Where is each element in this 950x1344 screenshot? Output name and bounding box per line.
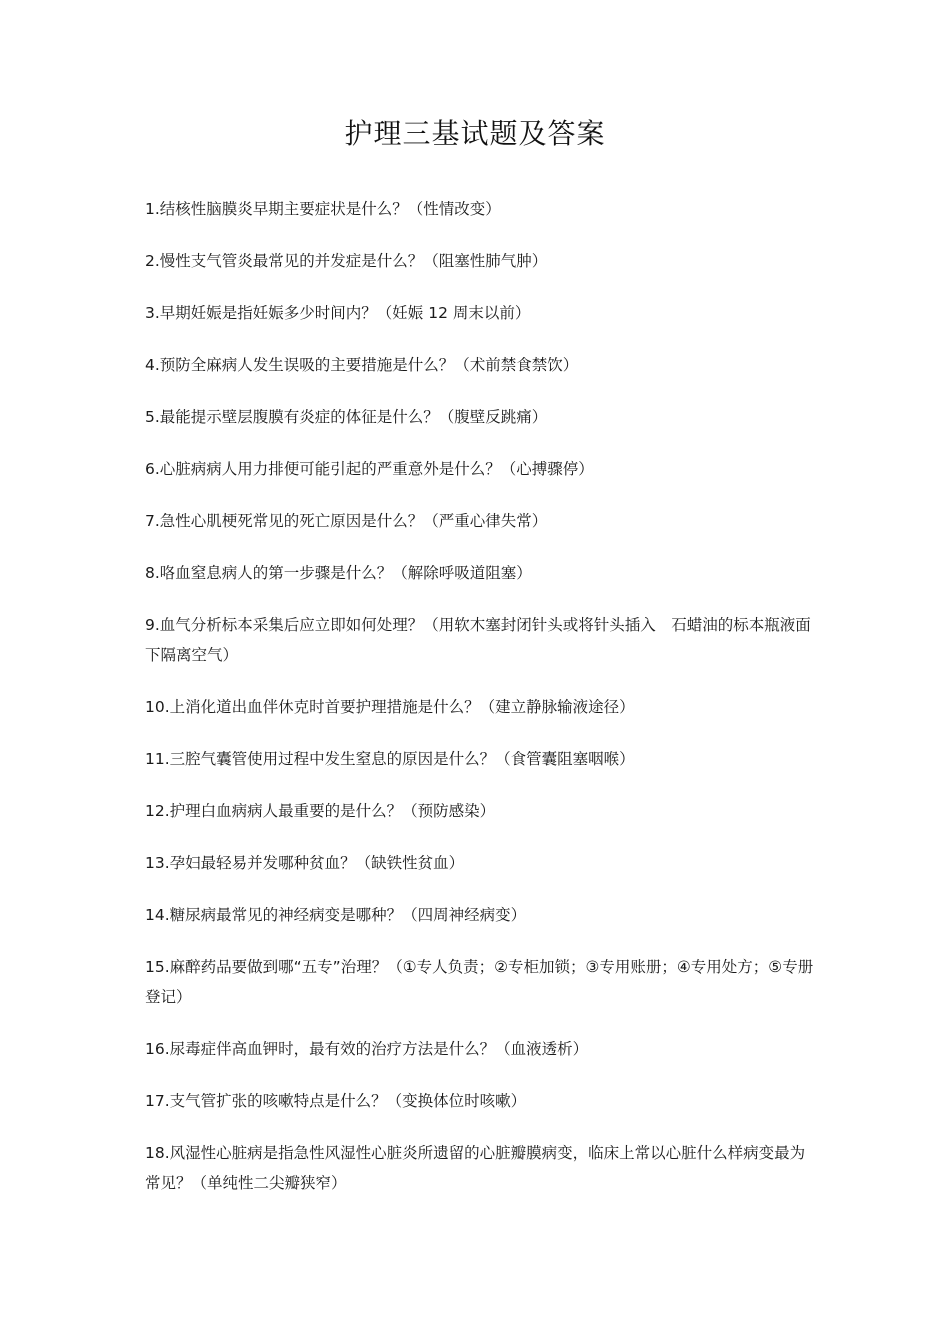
question-item-7: 7.急性心肌梗死常见的死亡原因是什么？（严重心律失常）: [145, 512, 548, 530]
question-item-12: 12.护理白血病病人最重要的是什么？（预防感染）: [145, 802, 496, 820]
question-item-18: 18.风湿性心脏病是指急性风湿性心脏炎所遗留的心脏瓣膜病变，临床上常以心脏什么样病变最为常见？（单纯性二尖瓣狭窄）: [145, 1144, 806, 1192]
question-list: [145, 194, 815, 1220]
question-item-1: 1.结核性脑膜炎早期主要症状是什么？（性情改变）: [145, 200, 501, 218]
question-item-3: 3.早期妊娠是指妊娠多少时间内？（妊娠 12 周末以前）: [145, 304, 531, 322]
question-item-9: 9.血气分析标本采集后应立即如何处理？（用软木塞封闭针头或将针头插入 石蜡油的标本瓶液面下隔离空气）: [145, 616, 811, 664]
question-item-6: 6.心脏病病人用力排便可能引起的严重意外是什么？（心搏骤停）: [145, 460, 594, 478]
question-item-15: 15.麻醉药品要做到哪“五专”治理？（①专人负责；②专柜加锁；③专用账册；④专用处方；⑤专册登记）: [145, 958, 814, 1006]
question-item-2: 2.慢性支气管炎最常见的并发症是什么？（阻塞性肺气肿）: [145, 252, 548, 270]
page-title: 护理三基试题及答案: [344, 117, 606, 150]
question-item-11: 11.三腔气囊管使用过程中发生窒息的原因是什么？（食管囊阻塞咽喉）: [145, 750, 635, 768]
question-item-17: 17.支气管扩张的咳嗽特点是什么？（变换体位时咳嗽）: [145, 1092, 527, 1110]
question-item-8: 8.咯血窒息病人的第一步骤是什么？（解除呼吸道阻塞）: [145, 564, 532, 582]
question-item-13: 13.孕妇最轻易并发哪种贫血？（缺铁性贫血）: [145, 854, 465, 872]
question-item-14: 14.糖尿病最常见的神经病变是哪种？（四周神经病变）: [145, 906, 527, 924]
question-item-16: 16.尿毒症伴高血钾时，最有效的治疗方法是什么？（血液透析）: [145, 1040, 589, 1058]
question-item-10: 10.上消化道出血伴休克时首要护理措施是什么？（建立静脉输液途径）: [145, 698, 635, 716]
question-item-4: 4.预防全麻病人发生误吸的主要措施是什么？（术前禁食禁饮）: [145, 356, 579, 374]
question-item-5: 5.最能提示壁层腹膜有炎症的体征是什么？（腹壁反跳痛）: [145, 408, 548, 426]
